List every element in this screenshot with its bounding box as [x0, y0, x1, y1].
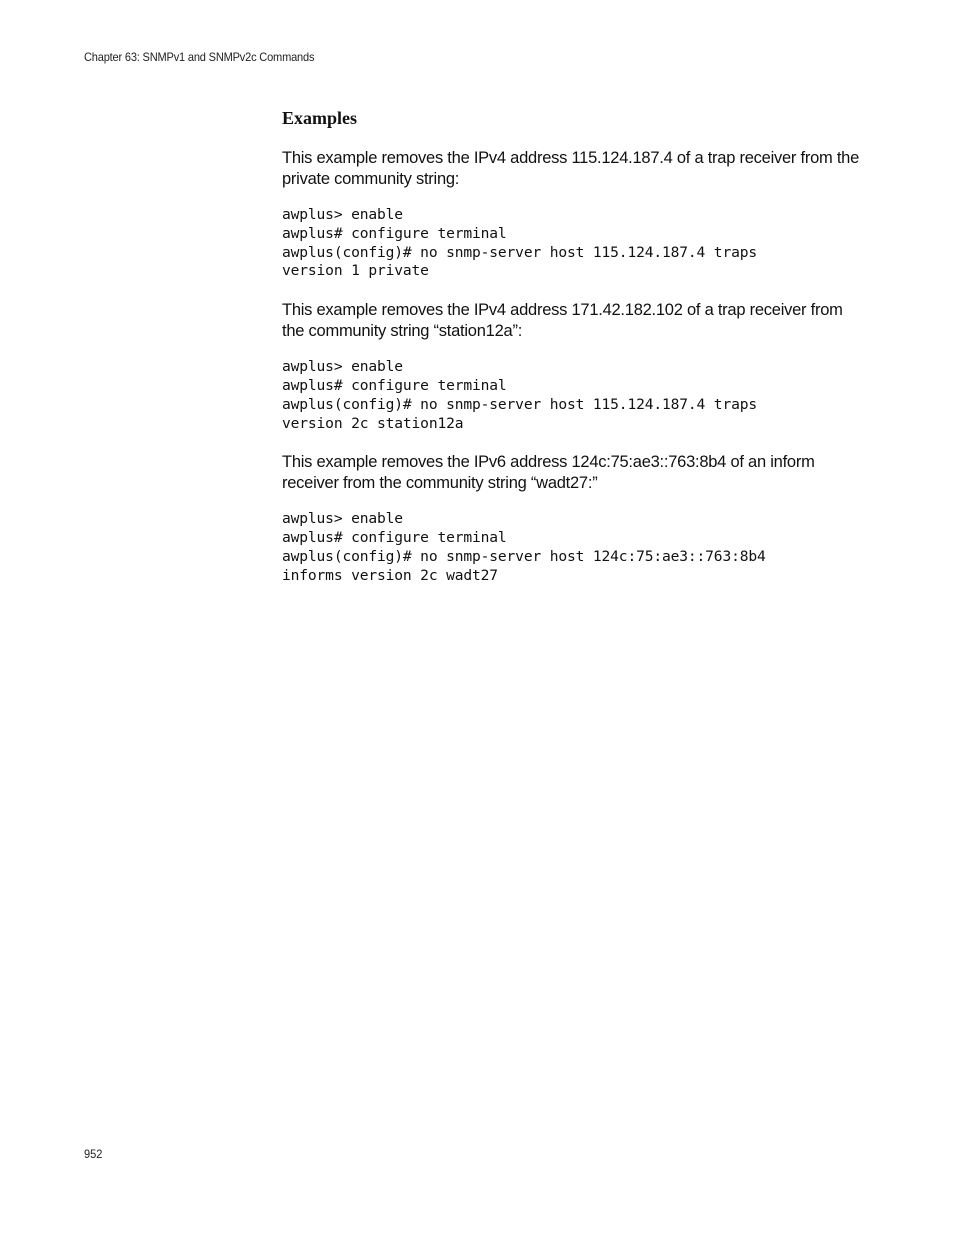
- page-content: [282, 106, 862, 605]
- code-line: awplus(config)# no snmp-server host 124c:75:ae3::763:8b4: [282, 547, 766, 565]
- example-3-code-block: [282, 510, 862, 585]
- example-2-code-block: [282, 358, 862, 433]
- code-line: awplus# configure terminal: [282, 529, 507, 547]
- code-line: version 2c station12a: [282, 414, 464, 432]
- example-1-description: This example removes the IPv4 address 115.124.187.4 of a trap receiver from the private community string:: [282, 149, 860, 188]
- code-line: awplus> enable: [282, 206, 403, 223]
- running-header: Chapter 63: SNMPv1 and SNMPv2c Commands: [84, 50, 315, 64]
- section-heading: Examples: [282, 108, 358, 128]
- code-line: awplus# configure terminal: [282, 224, 507, 242]
- page-number: 952: [84, 1147, 103, 1161]
- code-line: version 1 private: [282, 262, 429, 280]
- code-line: awplus> enable: [282, 358, 403, 376]
- example-2-description: This example removes the IPv4 address 171.42.182.102 of a trap receiver from the community string “station12a”:: [282, 301, 843, 341]
- code-line: informs version 2c wadt27: [282, 566, 498, 584]
- code-line: awplus(config)# no snmp-server host 115.124.187.4 traps: [282, 243, 757, 261]
- example-3-description: This example removes the IPv6 address 124c:75:ae3::763:8b4 of an inform receiver from the community string “wadt27:”: [282, 453, 815, 493]
- code-line: awplus# configure terminal: [282, 376, 507, 394]
- example-1-code-block: [282, 206, 862, 281]
- code-line: awplus> enable: [282, 510, 403, 528]
- code-line: awplus(config)# no snmp-server host 115.124.187.4 traps: [282, 395, 757, 413]
